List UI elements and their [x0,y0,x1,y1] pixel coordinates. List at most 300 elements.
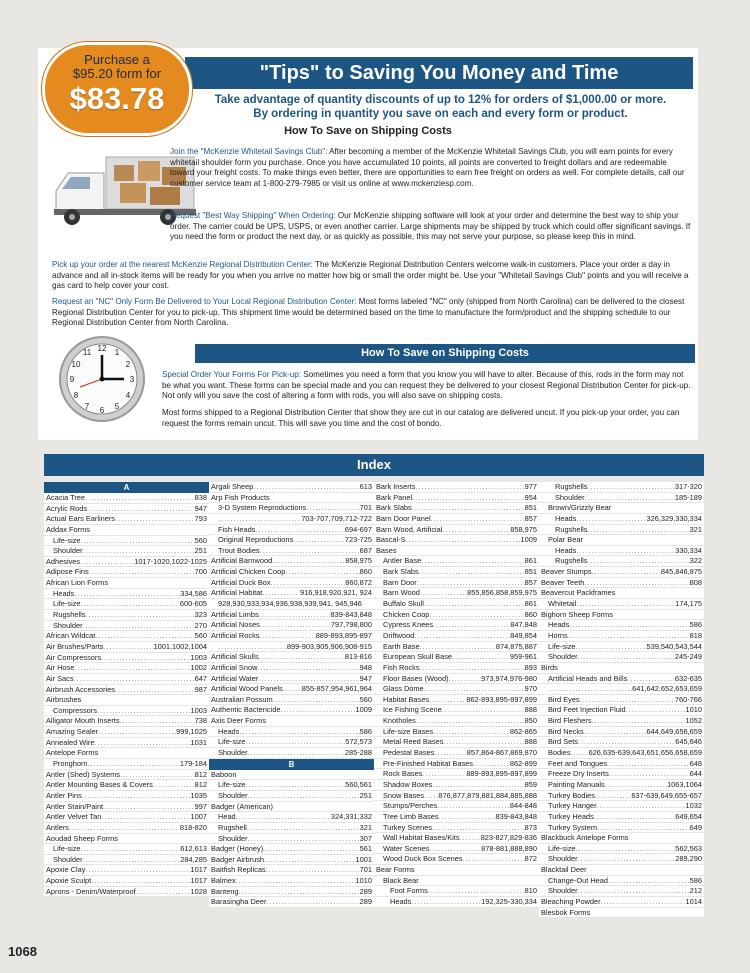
dot-leader [115,685,195,695]
dot-leader [101,653,191,663]
index-entry [209,812,374,823]
index-entry-pages: 812 [194,769,207,779]
index-entry-name: Shoulder [548,652,578,662]
dot-leader [293,535,345,545]
index-entry-pages: 858,975 [510,524,537,534]
index-entry [209,514,374,525]
index-entry-pages: 317-320 [674,482,702,491]
index-entry-name: Trout Bodies [218,545,260,555]
index-entry-pages: 997 [194,801,207,811]
tip-best-way-body: Our McKenzie shipping software will look at your order and determine the best way to ship your order. The carrier could be UPS, USPS, or even another carrier. Large shipments may be shipped by truck which could offer significant savings. If you need the form or product the next day, or as quickly as possible, this may not serve your purpose, so please keep this in mind. [170,211,691,242]
index-entry-pages: 899-903,905,906,908-915 [286,641,372,651]
index-entry-name: Driftwood [383,630,415,640]
index-entry-pages: 270 [194,620,207,630]
tip-regional-pickup-heading: Pick up your order at the nearest McKenzie Regional Distribution Center: [52,260,313,269]
index-entry [374,780,539,791]
index-entry-name: Antelope Forms [46,748,99,758]
index-entry-pages: 1001,1002,1004 [153,641,207,651]
dot-leader [264,855,356,865]
index-entry [209,599,374,610]
index-entry [44,589,209,600]
index-entry [374,556,539,567]
index-entry-name: Air Hose [46,663,75,673]
index-entry-name: Life-size Bases [383,726,434,736]
index-entry [539,652,704,663]
dot-leader [608,876,690,886]
index-entry-name: Aprons - Denim/Waterproof [46,886,136,896]
index-entry [374,493,539,504]
index-entry-name: Bird Eyes [548,694,580,704]
dot-leader [460,833,481,843]
index-entry-pages: 245-249 [674,652,702,662]
index-entry-name: Artificial Rocks [211,630,260,640]
dot-leader [247,823,360,833]
index-entry [539,556,704,567]
index-entry [539,684,704,695]
index-entry-pages: 632-635 [674,673,702,683]
index-entry-name: Bird Feet Injection Fluid [548,705,626,715]
index-entry-name: Antler Mounting Bases & Covers [46,780,153,790]
index-entry [539,780,704,791]
index-entry-pages: 849,854 [510,630,537,640]
tip-nc-delivery-heading: Request an "NC" Only Form Be Delivered to Your Local Regional Distribution Center: [52,297,357,306]
index-entry [44,685,209,696]
index-entry-pages: 1003 [190,652,207,662]
index-entry-pages: 823-827,829-836 [480,833,537,843]
index-entry [539,535,704,546]
index-entry [44,674,209,685]
index-entry-pages: 1032 [685,801,702,811]
index-entry [44,653,209,664]
index-entry-name: Amazing Sealer [46,727,99,737]
index-entry [539,908,704,919]
index-entry-name: Blesbok Forms [541,907,591,917]
index-entry-pages: 539,540,543,544 [646,641,702,651]
svg-text:2: 2 [125,360,131,369]
tips-banner: "Tips" to Saving You Money and Time [185,57,693,89]
dot-leader [576,546,675,556]
index-entry [374,737,539,748]
index-entry-name: Beaver Teeth [541,577,585,587]
index-entry [209,620,374,631]
dot-leader [115,514,195,524]
index-entry [44,812,209,823]
index-entry [209,482,374,493]
index-entry-name: Snow Bases [383,790,425,800]
index-entry-name: Turkey Bodies [548,790,595,800]
dot-leader [609,769,690,779]
dot-leader [576,642,647,652]
index-entry [209,844,374,855]
dot-leader [578,652,675,662]
dot-leader [605,780,667,790]
index-entry-pages: 1017 [190,876,207,886]
index-entry [44,834,209,845]
index-entry-name: Air Brushes/Parts [46,641,104,651]
dot-leader [442,525,510,535]
dot-leader [260,546,360,556]
index-entry-name: Shoulder [218,790,248,800]
index-entry [374,823,539,834]
index-entry [374,610,539,621]
index-column-1 [44,482,209,897]
index-entry [209,578,374,589]
dot-leader [136,887,191,897]
index-entry-name: Foot Forms [390,886,428,896]
index-entry [44,791,209,802]
dot-leader [576,844,676,854]
index-entry [209,493,374,504]
dot-leader [443,737,524,747]
index-entry [44,727,209,738]
dot-leader [74,674,195,684]
index-entry-name: Artificial Heads and Bills [548,673,628,683]
index-entry-pages: 703-707,709,712-722 [301,513,372,523]
index-entry-pages: 645,646 [675,737,702,747]
dot-leader [429,844,481,854]
dot-leader [594,812,676,822]
index-entry-name: Rugshells [555,556,588,566]
index-entry [209,535,374,546]
index-entry-pages: 647 [194,673,207,683]
index-entry-pages: 1017 [190,865,207,875]
dot-leader [584,727,647,737]
tip-savings-club-heading: Join the "McKenzie Whitetail Savings Club": [170,147,328,156]
index-entry-pages: 1009 [520,535,537,545]
tips-subtitle-line2: By ordering in quantity you save on each and every form or product. [253,108,628,120]
index-entry-name: Whitetail [548,599,577,609]
dot-leader [568,631,690,641]
index-entry-name: Heads [555,545,577,555]
index-entry-pages: 644,649,656,659 [646,726,702,736]
dot-leader [585,493,675,503]
index-entry-pages: 987 [194,684,207,694]
index-entry [44,855,209,866]
index-entry-pages: 560 [359,694,372,704]
index-entry [44,642,209,653]
index-entry-pages: 844-848 [509,801,537,811]
index-entry [44,876,209,887]
index-entry-name: Chicken Coop [383,609,430,619]
shipping-section-title: How To Save on Shipping Costs [284,125,452,137]
index-entry-name: Pre-Finished Habitat Bases [383,758,473,768]
index-entry [539,801,704,812]
dot-leader [414,631,510,641]
dot-leader [578,886,690,896]
index-entry-name: Rugshell [218,822,247,832]
index-entry-pages: 323 [194,610,207,620]
index-entry [374,769,539,780]
index-entry [44,716,209,727]
index-entry-name: Acrylic Rods [46,503,88,513]
dot-leader [595,791,631,801]
index-entry-name: Rugshells [555,482,588,491]
index-entry [209,588,374,599]
index-entry [374,833,539,844]
dot-leader [592,567,661,577]
dot-leader [85,493,195,503]
index-entry-name: Baitfish Replicas [211,865,266,875]
index-entry [209,631,374,642]
dot-leader [406,535,521,545]
tip-special-order-body: Sometimes you need a form that you know you will have to alter. Because of this, rods in the form may not be what you want. These forms can be special made and you can request they be delivered to your closest Regional Distribution Center for pick-up. Not only will you save the cost of altering a form with rods, you will also save on shipping costs. [162,370,691,401]
index-entry-name: Artificial Skulls [211,652,259,662]
index-entry [374,876,539,887]
index-entry [209,834,374,845]
index-entry-name: Barn Door Panel [376,513,431,523]
index-entry [374,674,539,685]
index-entry [539,663,704,674]
dot-leader [257,663,359,673]
dot-leader [262,588,300,598]
index-entry-pages: 701 [359,865,372,875]
index-entry-pages: 307 [359,833,372,843]
index-entry-pages: 1031 [190,737,207,747]
dot-leader [89,567,195,577]
index-entry-name: Bases [376,545,397,555]
index-entry-pages: 321 [359,822,372,832]
dot-leader [81,844,181,854]
dot-leader [592,716,686,726]
svg-text:5: 5 [114,402,120,411]
index-entry [539,705,704,716]
tip-regional-pickup-body: The McKenzie Regional Distribution Centers welcome walk-in customers. Place your order a day in advance and all in-stock items will be ready for you when you arrive no matter how big or small the order might be. Use your "Whitetail Savings Club" points and you will receive a gas card to help cover your cost. [52,260,689,291]
index-entry [374,652,539,663]
index-entry-name: Life-size [53,535,81,545]
index-entry [539,812,704,823]
dot-leader [601,897,686,907]
index-entry [209,802,374,813]
index-entry-pages: 855,856,858,859,975 [467,588,537,598]
dot-leader [85,865,190,875]
dot-leader [74,663,190,673]
dot-leader [576,599,675,609]
svg-text:9: 9 [69,375,75,384]
index-entry [209,823,374,834]
index-entry-name: Turkey Hanger [548,801,597,811]
index-entry-name: Wall Habitat Bases/Kits [383,833,460,843]
dot-leader [412,503,525,513]
dot-leader [259,652,345,662]
index-entry-pages: 888 [524,705,537,715]
tip-nc-delivery [52,297,692,329]
index-entry-name: Water Scenes [383,843,430,853]
dot-leader [571,748,589,758]
index-entry [539,695,704,706]
dot-leader [80,557,134,567]
dot-leader [218,642,287,652]
index-entry [539,823,704,834]
index-entry-name: Authentic Bactericide [211,705,281,715]
index-entry-name: Bark Slabs [383,567,419,577]
index-entry [44,738,209,749]
dot-leader [429,695,466,705]
dot-leader [273,695,360,705]
index-entry-name: Barn Wood [383,588,420,598]
index-entry-pages: 1035 [190,790,207,800]
index-entry-name: Beavercut Packframes [541,588,616,598]
dot-leader [246,737,346,747]
index-entry-pages: 851 [524,503,537,513]
index-entry-name: Bark Inserts [376,482,416,491]
dot-leader [627,674,675,684]
index-entry [209,727,374,738]
index-entry-pages: 876,877,879,881,884,885,888 [438,790,537,800]
index-entry-name: Air Compressors [46,652,102,662]
index-entry [44,844,209,855]
index-entry-name: Artificial Limbs [211,609,259,619]
index-entry [539,759,704,770]
index-entry-pages: 1001 [355,854,372,864]
index-entry [374,620,539,631]
index-entry-pages: 861 [524,599,537,609]
tips-subtitle-line1: Take advantage of quantity discounts of up to 12% for orders of $1,000.00 or more. [214,94,667,106]
index-entry-pages: 893 [524,662,537,672]
svg-text:11: 11 [82,348,92,357]
index-entry-pages: 612,613 [180,844,207,854]
dot-leader [81,536,195,546]
index-entry [374,578,539,589]
index-entry-pages: 626,635-639,643,651,656,658,659 [588,748,702,758]
clock-image [58,335,146,423]
index-entry-name: Axis Deer Forms [211,716,267,726]
index-entry-pages: 648 [689,758,702,768]
index-entry [209,610,374,621]
index-entry-name: Antler Base [383,556,422,566]
index-entry-pages: 324,331,332 [330,812,372,822]
svg-text:10: 10 [71,360,81,369]
index-entry-name: Cypress Knees [383,620,434,630]
index-entry-name: Change-Out Head [548,875,608,885]
index-entry-name: Australian Possum [211,694,273,704]
index-entry [44,567,209,578]
dot-leader [432,780,524,790]
index-entry-pages: 687 [359,545,372,555]
dot-leader [306,503,359,513]
index-entry [209,887,374,898]
tip-regional-pickup [52,260,692,292]
index-entry [374,705,539,716]
tip-savings-club-body: After becoming a member of the McKenzie Whitetail Savings Club, you will earn points for every whitetail shoulder form you purchase. Once you have accumulated 10 points, all points are converted to freight dollars and are redeemable toward your freight costs. To make things even better, there are opportunities to earn free freight on orders as well. For complete details, call our customer service team at 1-800-279-7985 or visit us online at www.mckenziesp.com. [170,147,685,188]
index-entry [374,812,539,823]
index-entry [209,876,374,887]
index-entry [374,748,539,759]
index-entry-name: Arp Fish Products [211,492,270,502]
index-entry [374,791,539,802]
index-entry [209,567,374,578]
index-entry-name: Airbrush Accessories [46,684,116,694]
index-entry [374,727,539,738]
dot-leader [253,482,359,492]
tip-savings-club [170,147,692,189]
index-entry-name: Shoulder [555,492,585,502]
index-entry-pages: 812 [194,780,207,790]
dot-leader [429,610,524,620]
dot-leader [69,823,180,833]
index-entry-name: Tree Limb Bases [383,811,439,821]
index-entry-name: Rugshells [555,524,588,534]
dot-leader [420,642,496,652]
index-entry [539,716,704,727]
index-entry-name: Freeze Dry Inserts [548,769,609,779]
index-entry-pages: 613 [359,482,372,491]
index-entry-name: Bird Necks [548,726,584,736]
index-entry-pages: 839-843,848 [330,609,372,619]
index-entry [374,525,539,536]
index-entry-pages: 700 [194,567,207,577]
index-entry [44,493,209,504]
index-entry-name: Alligator Mouth Inserts [46,716,120,726]
index-entry-pages: 174,175 [675,599,702,609]
index-entry-name: Heads [218,726,240,736]
dot-leader [421,556,524,566]
index-entry-name: Barasingha Deer [211,897,267,907]
index-entry [374,663,539,674]
index-entry-pages: 862-893,895-897,899 [466,694,537,704]
dot-leader [597,801,686,811]
index-entry-pages: 251 [359,790,372,800]
dot-leader [424,684,525,694]
dot-leader [463,854,525,864]
index-entry-name: Barn Wood, Artificial [376,524,443,534]
index-entry-name: Life-size [53,844,81,854]
index-entry-pages: 641,642,652,653,659 [632,684,702,694]
index-letter-header: A [44,482,209,493]
index-entry [44,823,209,834]
dot-leader [439,812,496,822]
dot-leader [97,706,191,716]
dot-leader [239,727,359,737]
index-entry-name: Apoxie Clay [46,865,86,875]
index-entry-name: Barn Door [383,577,417,587]
index-entry-name: Antler Pins [46,790,82,800]
index-letter-header: B [209,759,374,770]
index-entry-name: Shoulder [218,748,248,758]
index-entry-pages: 916,918,920,921, 924 [300,588,372,598]
index-entry [44,504,209,515]
index-entry [539,897,704,908]
index-entry [44,514,209,525]
svg-text:3: 3 [129,375,135,384]
index-entry [374,514,539,525]
index-entry-name: Shoulder [53,854,83,864]
index-entry-pages: 586 [689,620,702,630]
index-entry-name: Heads [548,620,570,630]
dot-leader [411,897,481,907]
index-entry-name: Actual Ears Earliners [46,514,116,524]
index-entry [539,546,704,557]
index-entry-pages: 289 [359,886,372,896]
index-column-4 [539,482,704,918]
index-entry-pages: 857,864-867,869,870 [466,748,537,758]
index-entry-pages: 970 [524,684,537,694]
index-entry-pages: 330,334 [675,545,702,555]
index-entry-pages: 760-766 [674,694,702,704]
index-entry-name: Banteng [211,886,239,896]
index-entry [374,535,539,546]
dot-leader [85,610,194,620]
index-entry [374,503,539,514]
index-entry-name: Bascal-S [376,535,406,545]
index-entry [539,503,704,514]
svg-text:8: 8 [73,391,79,400]
badge-line2: $95.20 form for [72,66,162,81]
index-entry [539,791,704,802]
index-entry-pages: 857 [524,577,537,587]
index-entry-pages: 586 [689,875,702,885]
index-entry [539,737,704,748]
dot-leader [98,727,176,737]
